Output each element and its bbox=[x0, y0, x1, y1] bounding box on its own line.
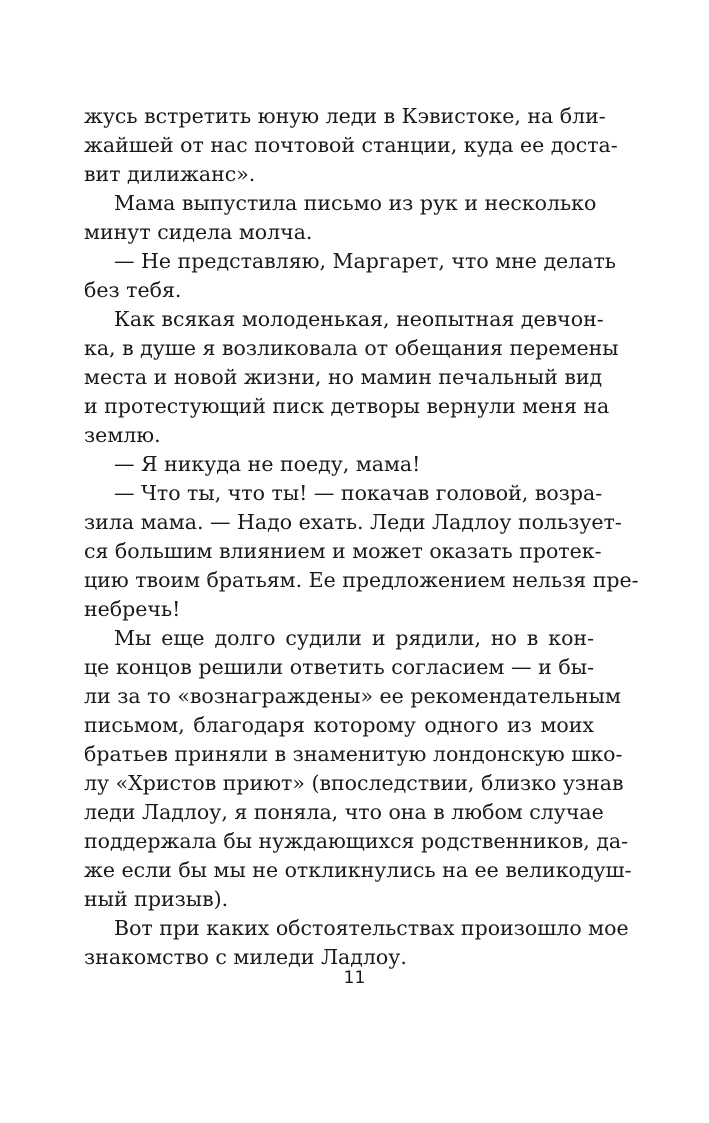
text-line: землю. bbox=[84, 423, 161, 447]
text-line: минут сидела молча. bbox=[84, 220, 313, 244]
text-line: цию твоим братьям. Ее предложением нельзя пре- bbox=[84, 568, 639, 592]
text-line: леди Ладлоу, я поняла, что она в любом случае bbox=[84, 800, 604, 824]
text-line: — Что ты, что ты! — покачав головой, возра- bbox=[114, 481, 603, 505]
text-line: ный призыв). bbox=[84, 887, 229, 911]
text-line: — Не представляю, Маргарет, что мне делать bbox=[114, 249, 616, 273]
text-line: ка, в душе я возликовала от обещания перемены bbox=[84, 336, 619, 360]
text-line: места и новой жизни, но мамин печальный вид bbox=[84, 365, 603, 389]
text-line: братьев приняли в знаменитую лондонскую шко- bbox=[84, 742, 623, 766]
text-line: — Я никуда не поеду, мама! bbox=[114, 452, 421, 476]
text-line: небречь! bbox=[84, 597, 181, 621]
text-line: Мы еще долго судили и рядили, но в кон- bbox=[114, 626, 594, 650]
text-line: жайшей от нас почтовой станции, куда ее доста- bbox=[84, 133, 618, 157]
text-line: Мама выпустила письмо из рук и несколько bbox=[114, 191, 597, 215]
text-line: зила мама. — Надо ехать. Леди Ладлоу пользует- bbox=[84, 510, 622, 534]
text-line: це концов решили ответить согласием — и бы- bbox=[84, 655, 594, 679]
text-line: и протестующий писк детворы вернули меня на bbox=[84, 394, 610, 418]
text-line: поддержала бы нуждающихся родственников, да- bbox=[84, 829, 629, 853]
text-line: письмом, благодаря которому одного из моих bbox=[84, 713, 594, 737]
text-line: ли за то «вознаграждены» ее рекомендательным bbox=[84, 684, 621, 708]
text-line: Как всякая молоденькая, неопытная девчон- bbox=[114, 307, 604, 331]
text-line: лу «Христов приют» (впоследствии, близко узнав bbox=[84, 771, 624, 795]
text-line: вит дилижанс». bbox=[84, 162, 256, 186]
body-text bbox=[84, 102, 639, 972]
text-line: знакомство с миледи Ладлоу. bbox=[84, 945, 407, 969]
text-line: же если бы мы не откликнулись на ее великодуш- bbox=[84, 858, 632, 882]
text-line: Вот при каких обстоятельствах произошло мое bbox=[114, 916, 629, 940]
text-line: жусь встретить юную леди в Кэвистоке, на бли- bbox=[84, 104, 606, 128]
page-number: 11 bbox=[343, 968, 366, 988]
text-line: без тебя. bbox=[84, 278, 182, 302]
text-line: ся большим влиянием и может оказать протек- bbox=[84, 539, 602, 563]
